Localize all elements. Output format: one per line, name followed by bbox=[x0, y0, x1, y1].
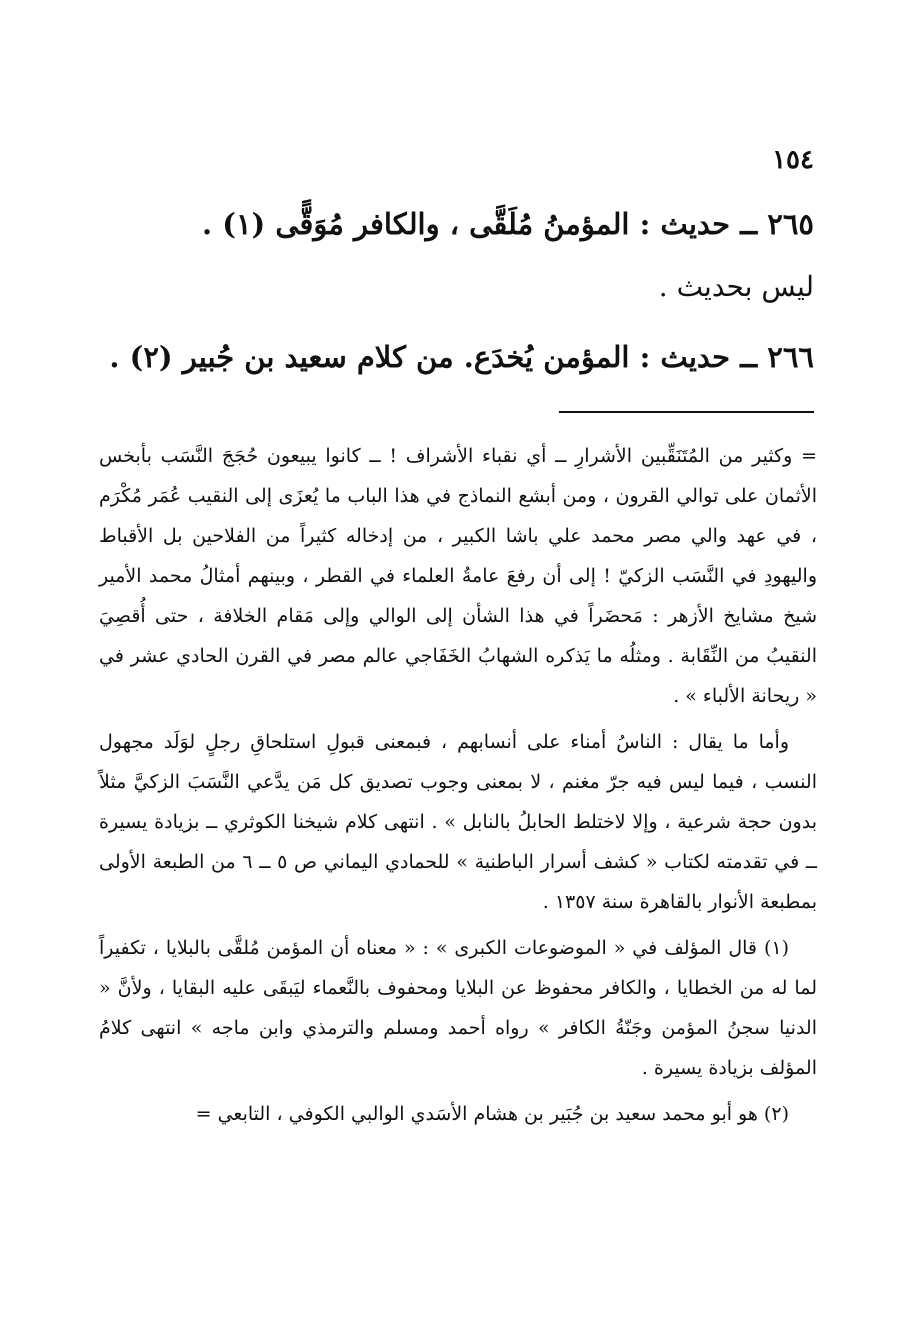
footnote-2: (٢) هو أبو محمد سعيد بن جُبَير بن هشام الأسَدي الوالبي الكوفي ، التابعي = bbox=[195, 1103, 789, 1125]
footnote-1: (١) قال المؤلف في « الموضوعات الكبرى » : « معناه أن المؤمن مُلقَّى بالبلايا ، تكفيراً لما له من الخطايا ، والكافر محفوظ عن البلايا ومحفوف بالنَّعماء ليَبقَى عليه البقايا ، ولأنَّ « الدنيا سجنُ المؤمن وجَنّةُ الكافر » رواه أحمد ومسلم والترمذي وابن ماجه » انتهى كلامُ المؤلف بزيادة يسيرة . bbox=[99, 937, 817, 1079]
footnote-continuation: = وكثير من المُتَنَقِّبين الأشرارِ ــ أي نقباء الأشراف ! ــ كانوا يبيعون حُجَجَ النَّسَب بأبخس الأثمان على توالي القرون ، ومن أبشع النماذج في هذا الباب ما يُعزَى إلى النقيب عُمَر مُكْرَم ، في عهد والي مصر محمد علي باشا الكبير ، من إدخاله كثيراً من الفلاحين بل الأقباط واليهودِ في النَّسَب الزكيّ ! إلى أن رفعَ عامةُ العلماء في القطر ، وبينهم أمثالُ محمد الأمير شيخ مشايخ الأزهر : مَحضَراً في هذا الشأن إلى الوالي وإلى مَقام الخلافة ، حتى أُقصِيَ النقيبُ من النِّقَابة . ومثلُه ما يَذكره الشهابُ الخَفَاجي عالم مصر في القرن الحادي عشر في « ريحانة الألباء » . bbox=[99, 445, 817, 707]
footnotes-section bbox=[99, 436, 817, 1134]
hadith-entry-265-comment: ليس بحديث . bbox=[658, 270, 814, 303]
hadith-entry-265: ٢٦٥ ــ حديث : المؤمنُ مُلَقَّى ، والكافر مُوَقًّى (١) . bbox=[202, 207, 814, 241]
hadith-entry-266: ٢٦٦ ــ حديث : المؤمن يُخدَع. من كلام سعيد بن جُبير (٢) . bbox=[109, 340, 814, 374]
page-number: ١٥٤ bbox=[772, 145, 814, 175]
footnote-continuation-2: وأما ما يقال : الناسُ أمناء على أنسابهم ، فبمعنى قبولِ استلحاقِ رجلٍ لوَلَد مجهول النسب ، فيما ليس فيه جرّ مغنم ، لا بمعنى وجوب تصديق كل مَن يدَّعي النَّسَبَ الزكيَّ مثلاً بدون حجة شرعية ، وإلا لاختلط الحابلُ بالنابل » . انتهى كلام شيخنا الكوثري ــ بزيادة يسيرة ــ في تقدمته لكتاب « كشف أسرار الباطنية » للحمادي اليماني ص ٥ ــ ٦ من الطبعة الأولى بمطبعة الأنوار بالقاهرة سنة ١٣٥٧ . bbox=[99, 731, 817, 913]
footnote-divider bbox=[559, 411, 814, 413]
